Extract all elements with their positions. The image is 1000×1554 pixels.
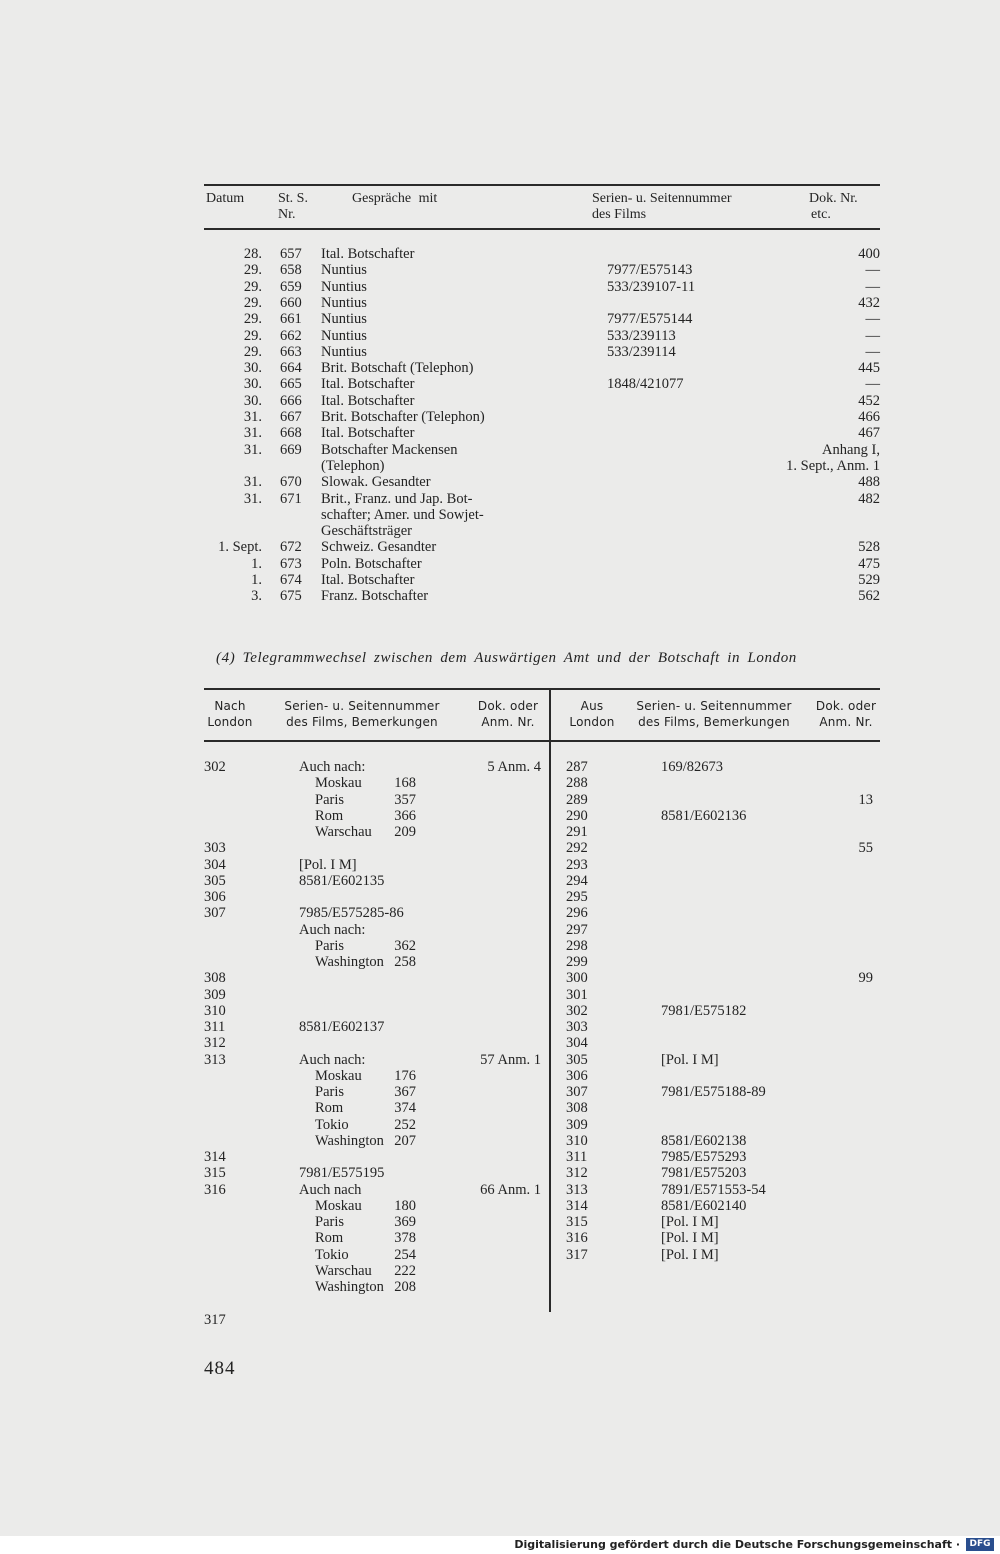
left-sub: Rom [315, 1100, 344, 1117]
left-subnr: 258 [394, 954, 416, 970]
right-nr: 305 [566, 1051, 588, 1068]
row-partner: Franz. Botschafter [321, 588, 429, 605]
header-dok-right-2: Anm. Nr. [819, 715, 873, 729]
row-partner: schafter; Amer. und Sowjet- [321, 506, 484, 523]
right-nr: 313 [566, 1181, 588, 1198]
row-datum: 31. [243, 490, 262, 507]
row-partner: Ital. Botschafter [321, 392, 415, 409]
table2-column-divider [549, 690, 551, 1312]
header-aus: Aus [580, 699, 604, 713]
right-film: 169/82673 [661, 759, 724, 775]
right-film: 7981/E575182 [661, 1002, 747, 1019]
right-ref: 13 [858, 791, 873, 808]
row-partner: Ital. Botschafter [321, 376, 415, 393]
right-film: 8581/E602140 [661, 1197, 747, 1214]
left-text: 7981/E575195 [299, 1165, 385, 1182]
row-st-s-nr: 664 [280, 360, 302, 377]
left-nr: 312 [204, 1035, 226, 1052]
row-datum: 30. [243, 392, 262, 409]
left-sub: Paris [315, 937, 344, 954]
row-partner: Nuntius [321, 278, 367, 295]
right-nr: 315 [566, 1214, 588, 1230]
left-subnr: 180 [394, 1197, 416, 1214]
row-datum: 1. [251, 555, 262, 572]
left-sub: Rom [315, 807, 344, 824]
row-film: 533/239107-11 [607, 278, 696, 295]
right-film: [Pol. I M] [661, 1230, 719, 1247]
row-datum: 1. [251, 572, 262, 588]
row-st-s-nr: 659 [280, 278, 302, 295]
page-number: 484 [204, 1358, 236, 1379]
row-datum: 29. [243, 343, 262, 360]
table2-header-rule [204, 740, 880, 742]
row-st-s-nr: 671 [280, 490, 302, 507]
left-subnr: 369 [394, 1214, 416, 1230]
row-dok: 488 [858, 474, 880, 491]
left-subnr: 207 [394, 1132, 416, 1149]
left-nr: 307 [204, 905, 226, 922]
row-dok: 529 [858, 572, 880, 588]
left-sub: Paris [315, 1214, 344, 1230]
right-nr: 298 [566, 937, 588, 954]
left-text: Auch nach: [299, 921, 366, 938]
right-film: 7891/E571553-54 [661, 1181, 766, 1198]
row-dok: 466 [858, 409, 880, 425]
right-film: 7981/E575188-89 [661, 1084, 766, 1100]
row-st-s-nr: 662 [280, 327, 302, 344]
section-title: (4) Telegrammwechsel zwischen dem Auswärtigen Amt und der Botschaft in London [216, 650, 797, 666]
left-sub: Warschau [315, 824, 372, 840]
right-film: 7981/E575203 [661, 1165, 747, 1182]
table2-top-rule [204, 688, 880, 690]
row-st-s-nr: 674 [280, 572, 302, 588]
row-dok: 475 [858, 555, 880, 572]
left-subnr: 252 [394, 1116, 416, 1133]
left-nr: 311 [204, 1019, 226, 1035]
left-sub: Paris [315, 1084, 344, 1100]
row-film: 7977/E575143 [607, 262, 693, 279]
row-dok: — [865, 262, 880, 279]
row-st-s-nr: 661 [280, 311, 302, 328]
row-partner: Slowak. Gesandter [321, 474, 431, 491]
left-subnr: 176 [394, 1067, 416, 1084]
right-nr: 291 [566, 824, 588, 840]
right-nr: 304 [566, 1035, 588, 1052]
left-nr: 309 [204, 986, 226, 1003]
header-serien-left-2: des Films, Bemerkungen [286, 715, 438, 729]
row-dok: 528 [858, 539, 880, 556]
left-sub: Paris [315, 791, 344, 808]
row-dok: 562 [858, 588, 880, 605]
row-datum: 3. [251, 588, 262, 605]
right-nr: 296 [566, 905, 588, 922]
left-sub: Washington [315, 1132, 384, 1149]
left-subnr: 208 [394, 1279, 416, 1295]
right-nr: 316 [566, 1230, 588, 1247]
row-datum: 29. [243, 311, 262, 328]
row-dok: 1. Sept., Anm. 1 [786, 457, 880, 474]
header-aus-london: London [569, 715, 615, 729]
left-sub: Washington [315, 954, 384, 970]
left-subnr: 254 [394, 1246, 416, 1263]
right-nr: 303 [566, 1019, 588, 1035]
row-datum: 29. [243, 278, 262, 295]
row-dok: 400 [858, 246, 880, 262]
row-st-s-nr: 663 [280, 343, 302, 360]
right-film: 8581/E602138 [661, 1132, 747, 1149]
left-sub: Moskau [315, 1067, 362, 1084]
left-text: Auch nach: [299, 1051, 366, 1068]
left-nr: 314 [204, 1149, 226, 1165]
row-datum: 29. [243, 262, 262, 279]
left-text: [Pol. I M] [299, 856, 357, 873]
row-st-s-nr: 673 [280, 555, 302, 572]
right-nr: 297 [566, 921, 588, 938]
right-nr: 290 [566, 807, 588, 824]
row-st-s-nr: 670 [280, 474, 302, 491]
row-dok: 445 [858, 360, 880, 377]
left-nr: 313 [204, 1051, 226, 1068]
left-subnr: 362 [394, 937, 416, 954]
row-datum: 29. [243, 294, 262, 311]
header-dok-left: Dok. oder [477, 699, 539, 713]
row-film: 533/239113 [607, 327, 676, 344]
row-partner: Schweiz. Gesandter [321, 539, 437, 556]
left-nr: 306 [204, 889, 226, 905]
right-nr: 306 [566, 1067, 588, 1084]
left-ref: 57 Anm. 1 [480, 1051, 541, 1068]
right-nr: 311 [566, 1149, 588, 1165]
left-subnr: 378 [394, 1230, 416, 1247]
row-dok: — [865, 311, 880, 328]
left-sub: Warschau [315, 1262, 372, 1279]
left-sub: Rom [315, 1230, 344, 1247]
header-serien-right: Serien- u. Seitennummer [636, 699, 792, 713]
right-nr: 294 [566, 872, 588, 889]
header-serien-film: des Films [592, 207, 647, 222]
row-st-s-nr: 668 [280, 425, 302, 442]
right-nr: 317 [566, 1246, 588, 1263]
footer-credit: Digitalisierung gefördert durch die Deutsche Forschungsgemeinschaft · [514, 1538, 960, 1551]
left-subnr: 366 [394, 807, 416, 824]
left-nr: 305 [204, 872, 226, 889]
left-sub: Tokio [315, 1116, 349, 1133]
row-st-s-nr: 667 [280, 409, 302, 425]
left-nr: 303 [204, 840, 226, 857]
row-partner: Ital. Botschafter [321, 246, 415, 262]
left-nr: 302 [204, 759, 226, 775]
right-film: [Pol. I M] [661, 1051, 719, 1068]
header-dok-left-2: Anm. Nr. [481, 715, 535, 729]
right-nr: 288 [566, 775, 588, 792]
left-subnr: 367 [394, 1084, 416, 1100]
row-datum: 31. [243, 441, 262, 458]
left-text: 8581/E602135 [299, 872, 385, 889]
left-nr: 308 [204, 970, 226, 987]
row-dok: — [865, 376, 880, 393]
header-datum: Datum [206, 191, 245, 206]
header-serien-right-2: des Films, Bemerkungen [638, 715, 790, 729]
left-subnr: 209 [394, 824, 416, 840]
right-ref: 99 [858, 970, 873, 987]
row-datum: 30. [243, 360, 262, 377]
row-partner: Poln. Botschafter [321, 555, 422, 572]
row-partner: Nuntius [321, 343, 367, 360]
right-nr: 292 [566, 840, 588, 857]
right-nr: 312 [566, 1165, 588, 1182]
right-nr: 287 [566, 759, 588, 775]
row-film: 7977/E575144 [607, 311, 693, 328]
row-st-s-nr: 672 [280, 539, 302, 556]
header-serien-left: Serien- u. Seitennummer [284, 699, 440, 713]
row-dok: — [865, 343, 880, 360]
right-nr: 300 [566, 970, 588, 987]
right-ref: 55 [858, 840, 873, 857]
left-text: 8581/E602137 [299, 1019, 385, 1035]
row-datum: 1. Sept. [218, 539, 262, 556]
right-nr: 295 [566, 889, 588, 905]
left-subnr: 374 [394, 1100, 416, 1117]
row-dok: — [865, 278, 880, 295]
row-st-s-nr: 675 [280, 588, 302, 605]
row-dok: — [865, 327, 880, 344]
right-film: 7985/E575293 [661, 1149, 747, 1165]
row-partner: Nuntius [321, 311, 367, 328]
header-dok-etc: etc. [811, 207, 831, 222]
row-datum: 28. [243, 246, 262, 262]
left-nr: 315 [204, 1165, 226, 1182]
right-nr: 302 [566, 1002, 588, 1019]
right-nr: 299 [566, 954, 588, 970]
row-dok: 482 [858, 490, 880, 507]
row-film: 1848/421077 [607, 376, 684, 393]
row-partner: Botschafter Mackensen [321, 441, 458, 458]
right-nr: 310 [566, 1132, 588, 1149]
header-gesprache: Gespräche mit [352, 191, 438, 206]
left-sub: Moskau [315, 1197, 362, 1214]
header-dok: Dok. Nr. [809, 191, 858, 206]
left-nr: 316 [204, 1181, 226, 1198]
left-subnr: 222 [394, 1262, 416, 1279]
row-dok: 467 [858, 425, 880, 442]
header-nach: Nach [214, 699, 246, 713]
row-partner: Nuntius [321, 327, 367, 344]
row-partner: Brit. Botschaft (Telephon) [321, 360, 474, 377]
row-dok: Anhang I, [822, 441, 880, 458]
row-partner: Geschäftsträger [321, 523, 412, 540]
left-ref: 66 Anm. 1 [480, 1181, 541, 1198]
right-nr: 307 [566, 1084, 588, 1100]
right-nr: 293 [566, 856, 588, 873]
row-st-s-nr: 665 [280, 376, 302, 393]
row-partner: Ital. Botschafter [321, 425, 415, 442]
right-film: [Pol. I M] [661, 1246, 719, 1263]
left-text: 7985/E575285-86 [299, 905, 404, 922]
right-film: 8581/E602136 [661, 807, 747, 824]
table1-header-rule [204, 228, 880, 230]
dfg-logo: DFG [966, 1538, 994, 1551]
left-subnr: 168 [394, 775, 416, 792]
row-st-s-nr: 657 [280, 246, 302, 262]
row-datum: 31. [243, 425, 262, 442]
right-nr: 309 [566, 1116, 588, 1133]
row-partner: Nuntius [321, 294, 367, 311]
left-subnr: 357 [394, 791, 416, 808]
right-film: [Pol. I M] [661, 1214, 719, 1230]
row-dok: 452 [858, 392, 880, 409]
row-st-s-nr: 660 [280, 294, 302, 311]
header-serien: Serien- u. Seitennummer [592, 191, 732, 206]
left-nr: 304 [204, 856, 226, 873]
left-nr: 317 [204, 1311, 226, 1328]
row-st-s-nr: 669 [280, 441, 302, 458]
right-nr: 301 [566, 986, 588, 1003]
left-nr: 310 [204, 1002, 226, 1019]
header-dok-right: Dok. oder [815, 699, 877, 713]
row-partner: Brit. Botschafter (Telephon) [321, 409, 485, 425]
row-datum: 31. [243, 409, 262, 425]
right-nr: 308 [566, 1100, 588, 1117]
left-sub: Moskau [315, 775, 362, 792]
row-partner: Ital. Botschafter [321, 572, 415, 588]
left-sub: Washington [315, 1279, 384, 1295]
row-partner: Nuntius [321, 262, 367, 279]
row-st-s-nr: 658 [280, 262, 302, 279]
left-text: Auch nach [299, 1181, 362, 1198]
right-nr: 289 [566, 791, 588, 808]
row-film: 533/239114 [607, 343, 676, 360]
row-datum: 31. [243, 474, 262, 491]
row-datum: 29. [243, 327, 262, 344]
row-partner: (Telephon) [321, 457, 385, 474]
right-nr: 314 [566, 1197, 588, 1214]
row-datum: 30. [243, 376, 262, 393]
header-nach-london: London [207, 715, 253, 729]
table1-top-rule [204, 184, 880, 186]
left-ref: 5 Anm. 4 [487, 759, 541, 775]
left-text: Auch nach: [299, 759, 366, 775]
header-st-s-nr: Nr. [278, 207, 296, 222]
row-dok: 432 [858, 294, 880, 311]
left-sub: Tokio [315, 1246, 349, 1263]
row-st-s-nr: 666 [280, 392, 302, 409]
row-partner: Brit., Franz. und Jap. Bot- [321, 490, 473, 507]
header-st-s: St. S. [278, 191, 308, 206]
